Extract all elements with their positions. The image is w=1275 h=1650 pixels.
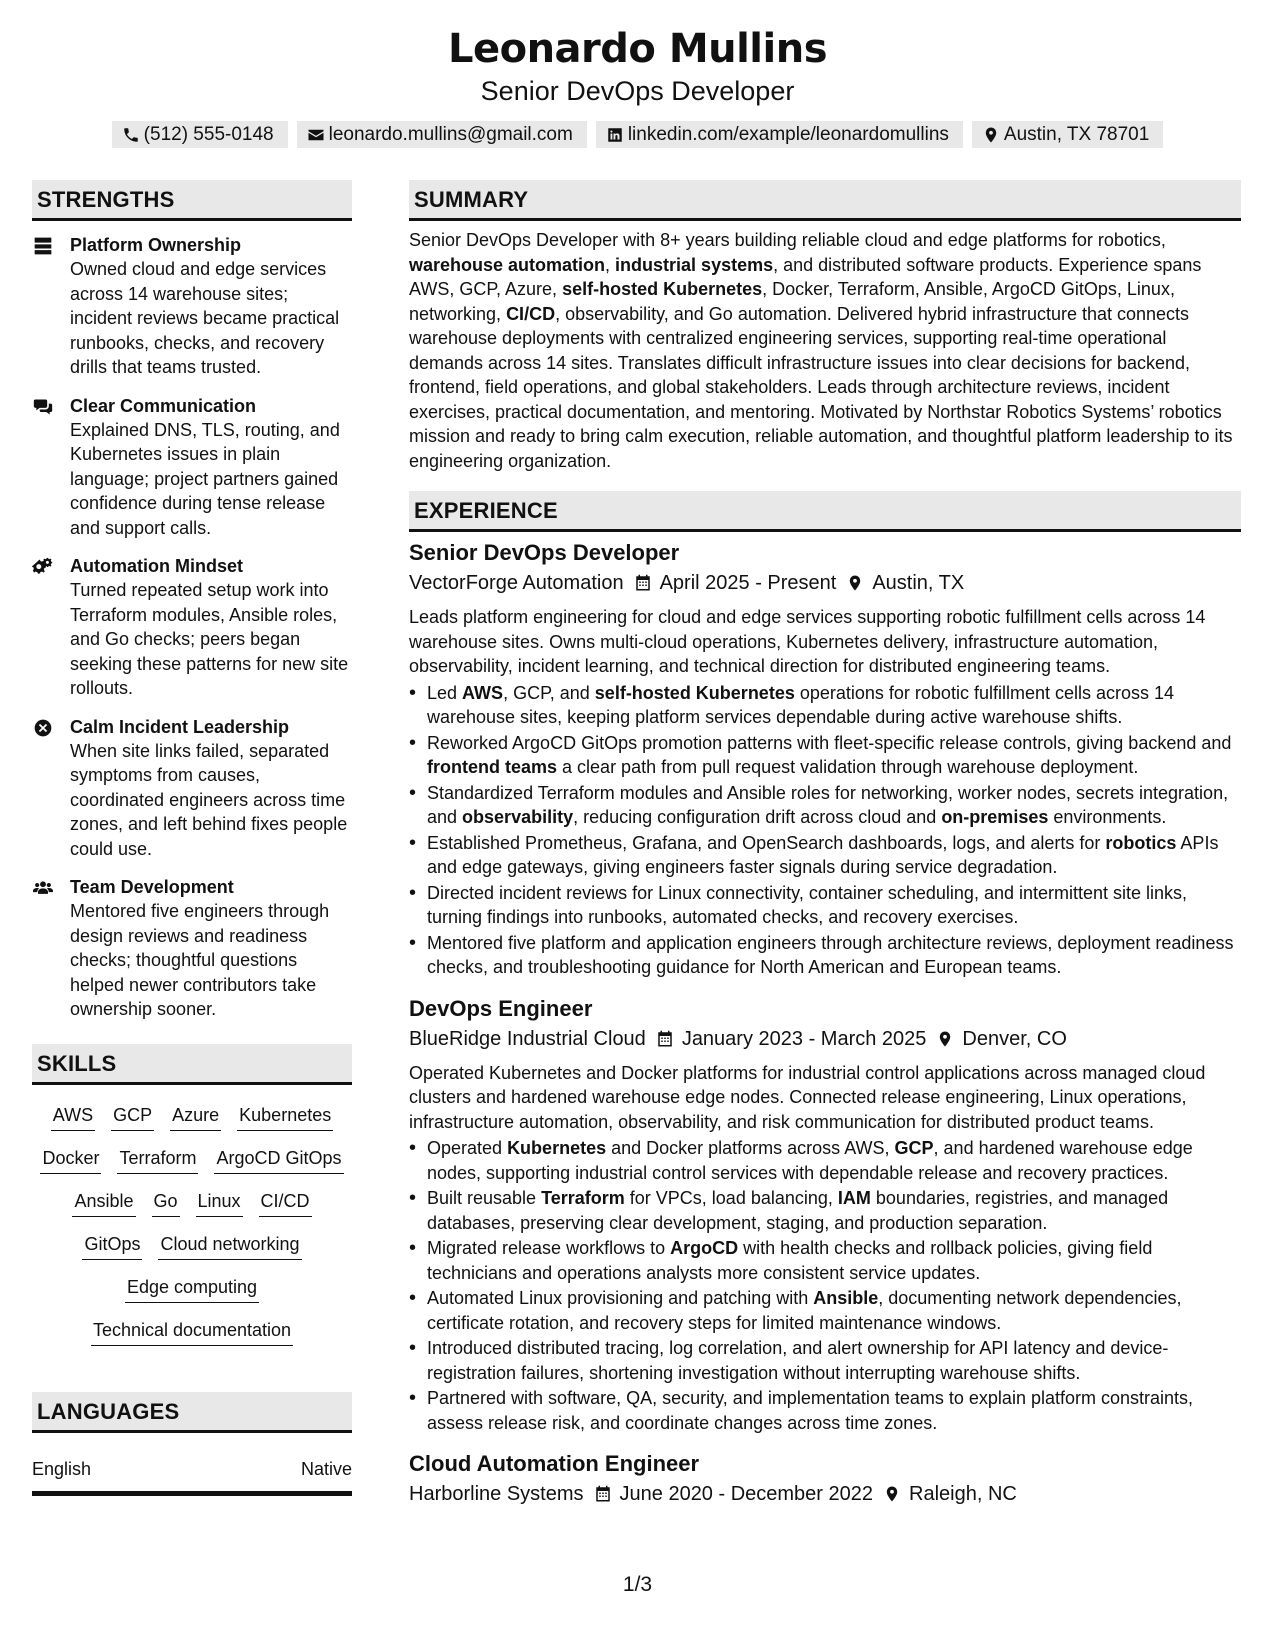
language-name: English xyxy=(32,1458,92,1479)
phone-icon xyxy=(122,126,140,144)
location-chip xyxy=(972,121,1163,148)
job-bullet: • Built reusable Terraform for VPCs, load balancing, IAM boundaries, registries, and managed databases, preserving clear development, staging, and production separation. xyxy=(409,1186,1241,1235)
phone-chip[interactable] xyxy=(112,121,288,148)
skill-row xyxy=(32,1103,352,1131)
job-meta xyxy=(409,1025,1241,1053)
job-bullet: • Directed incident reviews for Linux connectivity, container scheduling, and intermittent site links, turning findings into runbooks, automated checks, and recovery exercises. xyxy=(409,881,1241,930)
skill-tag: Azure xyxy=(170,1103,221,1131)
right-column xyxy=(409,180,1241,1508)
skill-tag: Technical documentation xyxy=(91,1318,293,1346)
job-bullet: • Mentored five platform and application engineers through architecture reviews, deployment readiness checks, and troubleshooting guidance for North American and European teams. xyxy=(409,931,1241,980)
job-title: DevOps Engineer xyxy=(409,995,593,1021)
skill-tag: Kubernetes xyxy=(237,1103,333,1131)
language-level: Native xyxy=(300,1458,352,1479)
summary-text: Senior DevOps Developer with 8+ years building reliable cloud and edge platforms for robotics, warehouse automation, industrial systems, and distributed software products. Experience spans AWS, GCP, Azure, self-hosted Kubernetes, Docker, Terraform, Ansible, ArgoCD GitOps, Linux, networking, CI/CD, observability, and Go automation. Delivered hybrid infrastructure that connects warehouse deployments with centralized engineering services, supporting real-time operational demands across 14 sites. Translates difficult infrastructure issues into clear decisions for backend, frontend, field operations, and global stakeholders. Leads through architecture reviews, incident exercises, practical documentation, and mentoring. Motivated by Northstar Robotics Systems’ robotics mission and ready to bring calm execution, reliable automation, and thoughtful platform leadership to its engineering organization. xyxy=(409,230,1233,471)
skill-row xyxy=(32,1146,352,1174)
job-bullet: • Standardized Terraform modules and Ansible roles for networking, worker nodes, secrets integration, and observability, reducing configuration drift across cloud and on-premises environments. xyxy=(409,781,1241,830)
skill-tag: GitOps xyxy=(82,1232,142,1260)
calendar-icon xyxy=(634,573,652,593)
linkedin-text: linkedin.com/example/leonardomullins xyxy=(627,124,949,145)
skill-tag: Ansible xyxy=(72,1189,135,1217)
skill-row xyxy=(32,1275,352,1303)
map-pin-icon xyxy=(846,573,864,593)
job-location: Denver, CO xyxy=(962,1027,1067,1050)
envelope-icon xyxy=(307,126,325,144)
job-bullet: • Established Prometheus, Grafana, and OpenSearch dashboards, logs, and alerts for robotics APIs and edge gateways, giving engineers faster signals during service degradation. xyxy=(409,831,1241,880)
strength-title: Calm Incident Leadership xyxy=(70,716,290,737)
skill-tag: Linux xyxy=(196,1189,243,1217)
skill-row xyxy=(32,1318,352,1346)
strength-title: Team Development xyxy=(70,877,234,897)
candidate-name: Leonardo Mullins xyxy=(447,26,828,72)
strengths-heading: STRENGTHS xyxy=(32,180,352,221)
phone-text: (512) 555-0148 xyxy=(143,124,274,145)
job-bullet: • Operated Kubernetes and Docker platforms across AWS, GCP, and hardened warehouse edge nodes, supporting industrial control services with dependable release and recovery practices. xyxy=(409,1136,1241,1185)
languages-heading: LANGUAGES xyxy=(32,1392,352,1433)
strength-description: Mentored five engineers through design reviews and readiness checks; thoughtful questions helped newer contributors take ownership sooner. xyxy=(70,901,330,1019)
language-row xyxy=(32,1457,352,1496)
map-pin-icon xyxy=(982,126,1000,144)
map-pin-icon xyxy=(936,1029,954,1049)
contact-bar xyxy=(0,121,1275,148)
experience-heading: EXPERIENCE xyxy=(409,491,1241,532)
linkedin-chip[interactable] xyxy=(596,121,963,148)
job-description: Leads platform engineering for cloud and edge services supporting robotic fulfillment cells across 14 warehouse sites. Owns multi-cloud operations, Kubernetes delivery, infrastructure automation, observability, incident learning, and technical direction for distributed engineering teams. xyxy=(409,607,1206,676)
skill-row xyxy=(32,1189,352,1217)
job-location: Raleigh, NC xyxy=(909,1483,1017,1505)
skill-tag: ArgoCD GitOps xyxy=(214,1146,343,1174)
strength-title: Automation Mindset xyxy=(70,556,243,576)
experience-entry xyxy=(409,1449,1241,1508)
strength-description: Owned cloud and edge services across 14 warehouse sites; incident reviews became practical runbooks, checks, and recovery drills that teams trusted. xyxy=(70,259,340,377)
skills-list xyxy=(32,1103,352,1346)
strength-item xyxy=(32,233,352,380)
job-dates: April 2025 - Present xyxy=(659,572,837,594)
linkedin-icon xyxy=(606,126,624,144)
experience-entry xyxy=(409,994,1241,1436)
calendar-icon xyxy=(656,1029,674,1049)
skill-tag: GCP xyxy=(111,1103,154,1131)
skill-tag: CI/CD xyxy=(259,1189,312,1217)
strength-description: When site links failed, separated symptoms from causes, coordinated engineers across time zones, and left behind fixes people could use. xyxy=(70,740,348,859)
users-icon xyxy=(32,878,54,898)
job-dates: January 2023 - March 2025 xyxy=(681,1027,927,1050)
job-title: Cloud Automation Engineer xyxy=(409,1451,700,1476)
skill-row xyxy=(32,1232,352,1260)
strength-title: Clear Communication xyxy=(70,395,257,416)
strength-title: Platform Ownership xyxy=(70,235,242,255)
job-meta xyxy=(409,569,1241,597)
strength-description: Turned repeated setup work into Terraform modules, Ansible roles, and Go checks; peers began seeking these patterns for new site rollouts. xyxy=(70,580,349,698)
strength-description: Explained DNS, TLS, routing, and Kubernetes issues in plain language; project partners gained confidence during tense release and support calls. xyxy=(70,419,340,538)
comments-icon xyxy=(32,397,54,417)
email-chip[interactable] xyxy=(297,121,587,148)
strengths-list xyxy=(32,233,352,1022)
job-bullets xyxy=(409,1136,1241,1435)
location-text: Austin, TX 78701 xyxy=(1003,124,1150,145)
job-description: Operated Kubernetes and Docker platforms for industrial control applications across managed cloud clusters and hardened warehouse edge nodes. Connected release engineering, Linux operations, infrastructure automation, observability, and risk communication for distributed product teams. xyxy=(409,1062,1206,1132)
job-title: Senior DevOps Developer xyxy=(409,540,680,565)
map-pin-icon xyxy=(883,1484,901,1504)
strength-item xyxy=(32,554,352,701)
skill-tag: Terraform xyxy=(117,1146,198,1174)
job-bullet: • Introduced distributed tracing, log correlation, and alert ownership for API latency and device-registration failures, shortening investigation without interrupting warehouse shifts. xyxy=(409,1336,1241,1385)
strength-item xyxy=(32,715,352,862)
skill-tag: Edge computing xyxy=(125,1275,259,1303)
job-bullets xyxy=(409,681,1241,980)
skill-tag: Go xyxy=(152,1189,180,1217)
resume-header xyxy=(0,24,1275,148)
strength-item xyxy=(32,394,352,541)
left-column xyxy=(32,180,352,1496)
email-text: leonardo.mullins@gmail.com xyxy=(328,124,573,145)
calendar-icon xyxy=(594,1484,612,1504)
skill-tag: Docker xyxy=(40,1146,101,1174)
page-number: 1/3 xyxy=(622,1573,653,1596)
candidate-title: Senior DevOps Developer xyxy=(480,76,795,106)
circle-x-icon xyxy=(32,718,54,738)
job-bullet: • Reworked ArgoCD GitOps promotion patterns with fleet-specific release controls, giving backend and frontend teams a clear path from pull request validation through warehouse deployment. xyxy=(409,731,1241,780)
job-bullet: • Led AWS, GCP, and self-hosted Kubernetes operations for robotic fulfillment cells across 14 warehouse sites, keeping platform services dependable during active warehouse shifts. xyxy=(409,681,1241,730)
skill-tag: Cloud networking xyxy=(158,1232,301,1260)
job-location: Austin, TX xyxy=(872,572,965,594)
summary-heading: SUMMARY xyxy=(409,180,1241,221)
experience-entry xyxy=(409,538,1241,980)
skills-heading: SKILLS xyxy=(32,1044,352,1085)
job-bullet: • Migrated release workflows to ArgoCD with health checks and rollback policies, giving field technicians and operations analysts more consistent service updates. xyxy=(409,1236,1241,1285)
company-name: VectorForge Automation xyxy=(409,572,624,594)
job-bullet: • Automated Linux provisioning and patching with Ansible, documenting network dependencies, certificate rotation, and recovery steps for limited maintenance windows. xyxy=(409,1286,1241,1335)
server-icon xyxy=(32,236,54,256)
company-name: Harborline Systems xyxy=(409,1483,584,1505)
skill-tag: AWS xyxy=(51,1103,95,1131)
job-bullet: • Partnered with software, QA, security, and implementation teams to explain platform constraints, assess release risk, and coordinate changes across time zones. xyxy=(409,1386,1241,1435)
strength-item xyxy=(32,875,352,1022)
job-dates: June 2020 - December 2022 xyxy=(619,1483,874,1505)
gears-icon xyxy=(32,557,54,577)
job-meta xyxy=(409,1480,1241,1508)
experience-list xyxy=(409,538,1241,1508)
company-name: BlueRidge Industrial Cloud xyxy=(409,1027,646,1050)
